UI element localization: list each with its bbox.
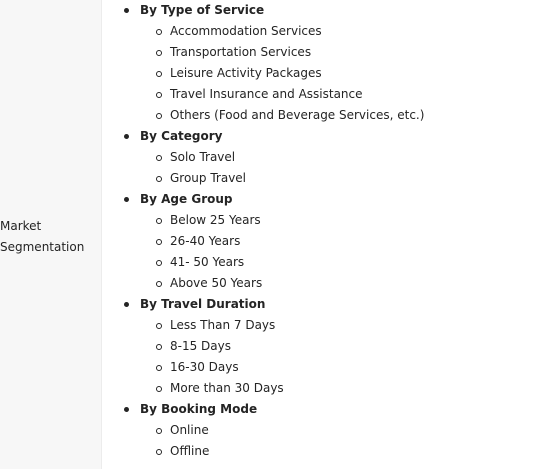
segment-item-label: More than 30 Days	[170, 381, 284, 395]
segment-item	[103, 105, 535, 126]
circle-bullet-icon	[156, 50, 162, 56]
segment-category-title: By Age Group	[140, 192, 233, 206]
segment-item-label: Below 25 Years	[170, 213, 261, 227]
segment-category	[103, 399, 535, 462]
segment-item	[103, 441, 535, 462]
segment-category-row	[103, 294, 535, 315]
segment-category	[103, 189, 535, 294]
segment-item	[103, 357, 535, 378]
segmentation-content-cell	[103, 0, 535, 469]
segment-item-label: Above 50 Years	[170, 276, 263, 290]
circle-bullet-icon	[156, 113, 162, 119]
segment-item	[103, 378, 535, 399]
segment-item-list	[103, 147, 535, 189]
circle-bullet-icon	[156, 281, 162, 287]
segment-item	[103, 21, 535, 42]
row-label-line: Market	[0, 219, 42, 233]
segment-category-title: By Booking Mode	[140, 402, 258, 416]
bullet-icon	[124, 407, 129, 412]
segment-item	[103, 252, 535, 273]
segmentation-list	[103, 0, 535, 462]
segment-category	[103, 126, 535, 189]
circle-bullet-icon	[156, 344, 162, 350]
segment-item-list	[103, 210, 535, 294]
bullet-icon	[124, 197, 129, 202]
segment-category-title: By Travel Duration	[140, 297, 266, 311]
circle-bullet-icon	[156, 71, 162, 77]
segment-item	[103, 231, 535, 252]
segment-item-label: Offline	[170, 444, 210, 458]
circle-bullet-icon	[156, 260, 162, 266]
circle-bullet-icon	[156, 92, 162, 98]
segment-item-label: 41- 50 Years	[170, 255, 245, 269]
segment-item-list	[103, 21, 535, 126]
segment-item-label: Online	[170, 423, 209, 437]
circle-bullet-icon	[156, 176, 162, 182]
segment-item	[103, 63, 535, 84]
circle-bullet-icon	[156, 323, 162, 329]
segment-item-label: Accommodation Services	[170, 24, 322, 38]
segment-category-title: By Type of Service	[140, 3, 265, 17]
row-label	[0, 216, 100, 258]
segment-item-label: 8-15 Days	[170, 339, 231, 353]
segment-item-label: Solo Travel	[170, 150, 236, 164]
circle-bullet-icon	[156, 365, 162, 371]
segment-item	[103, 42, 535, 63]
segment-item-list	[103, 420, 535, 462]
circle-bullet-icon	[156, 449, 162, 455]
bullet-icon	[124, 134, 129, 139]
segment-item-label: 26-40 Years	[170, 234, 241, 248]
circle-bullet-icon	[156, 239, 162, 245]
segment-item-label: Group Travel	[170, 171, 247, 185]
segment-category-row	[103, 126, 535, 147]
segment-item	[103, 168, 535, 189]
bullet-icon	[124, 8, 129, 13]
segment-item-label: Travel Insurance and Assistance	[170, 87, 363, 101]
segment-category-row	[103, 399, 535, 420]
bullet-icon	[124, 302, 129, 307]
circle-bullet-icon	[156, 155, 162, 161]
segment-category	[103, 294, 535, 399]
circle-bullet-icon	[156, 29, 162, 35]
segment-category-row	[103, 0, 535, 21]
segment-item-label: 16-30 Days	[170, 360, 239, 374]
segment-item-label: Others (Food and Beverage Services, etc.)	[170, 108, 425, 122]
segment-item-label: Less Than 7 Days	[170, 318, 276, 332]
segment-item	[103, 315, 535, 336]
segment-item	[103, 147, 535, 168]
segment-item	[103, 336, 535, 357]
circle-bullet-icon	[156, 386, 162, 392]
segment-item	[103, 273, 535, 294]
segment-item-label: Leisure Activity Packages	[170, 66, 322, 80]
segment-item	[103, 84, 535, 105]
segment-item	[103, 420, 535, 441]
segment-category-title: By Category	[140, 129, 223, 143]
segment-item-list	[103, 315, 535, 399]
row-label-cell	[0, 0, 102, 469]
segment-category-row	[103, 189, 535, 210]
segment-item	[103, 210, 535, 231]
row-label-line: Segmentation	[0, 240, 85, 254]
circle-bullet-icon	[156, 428, 162, 434]
circle-bullet-icon	[156, 218, 162, 224]
segment-item-label: Transportation Services	[170, 45, 312, 59]
segment-category	[103, 0, 535, 126]
